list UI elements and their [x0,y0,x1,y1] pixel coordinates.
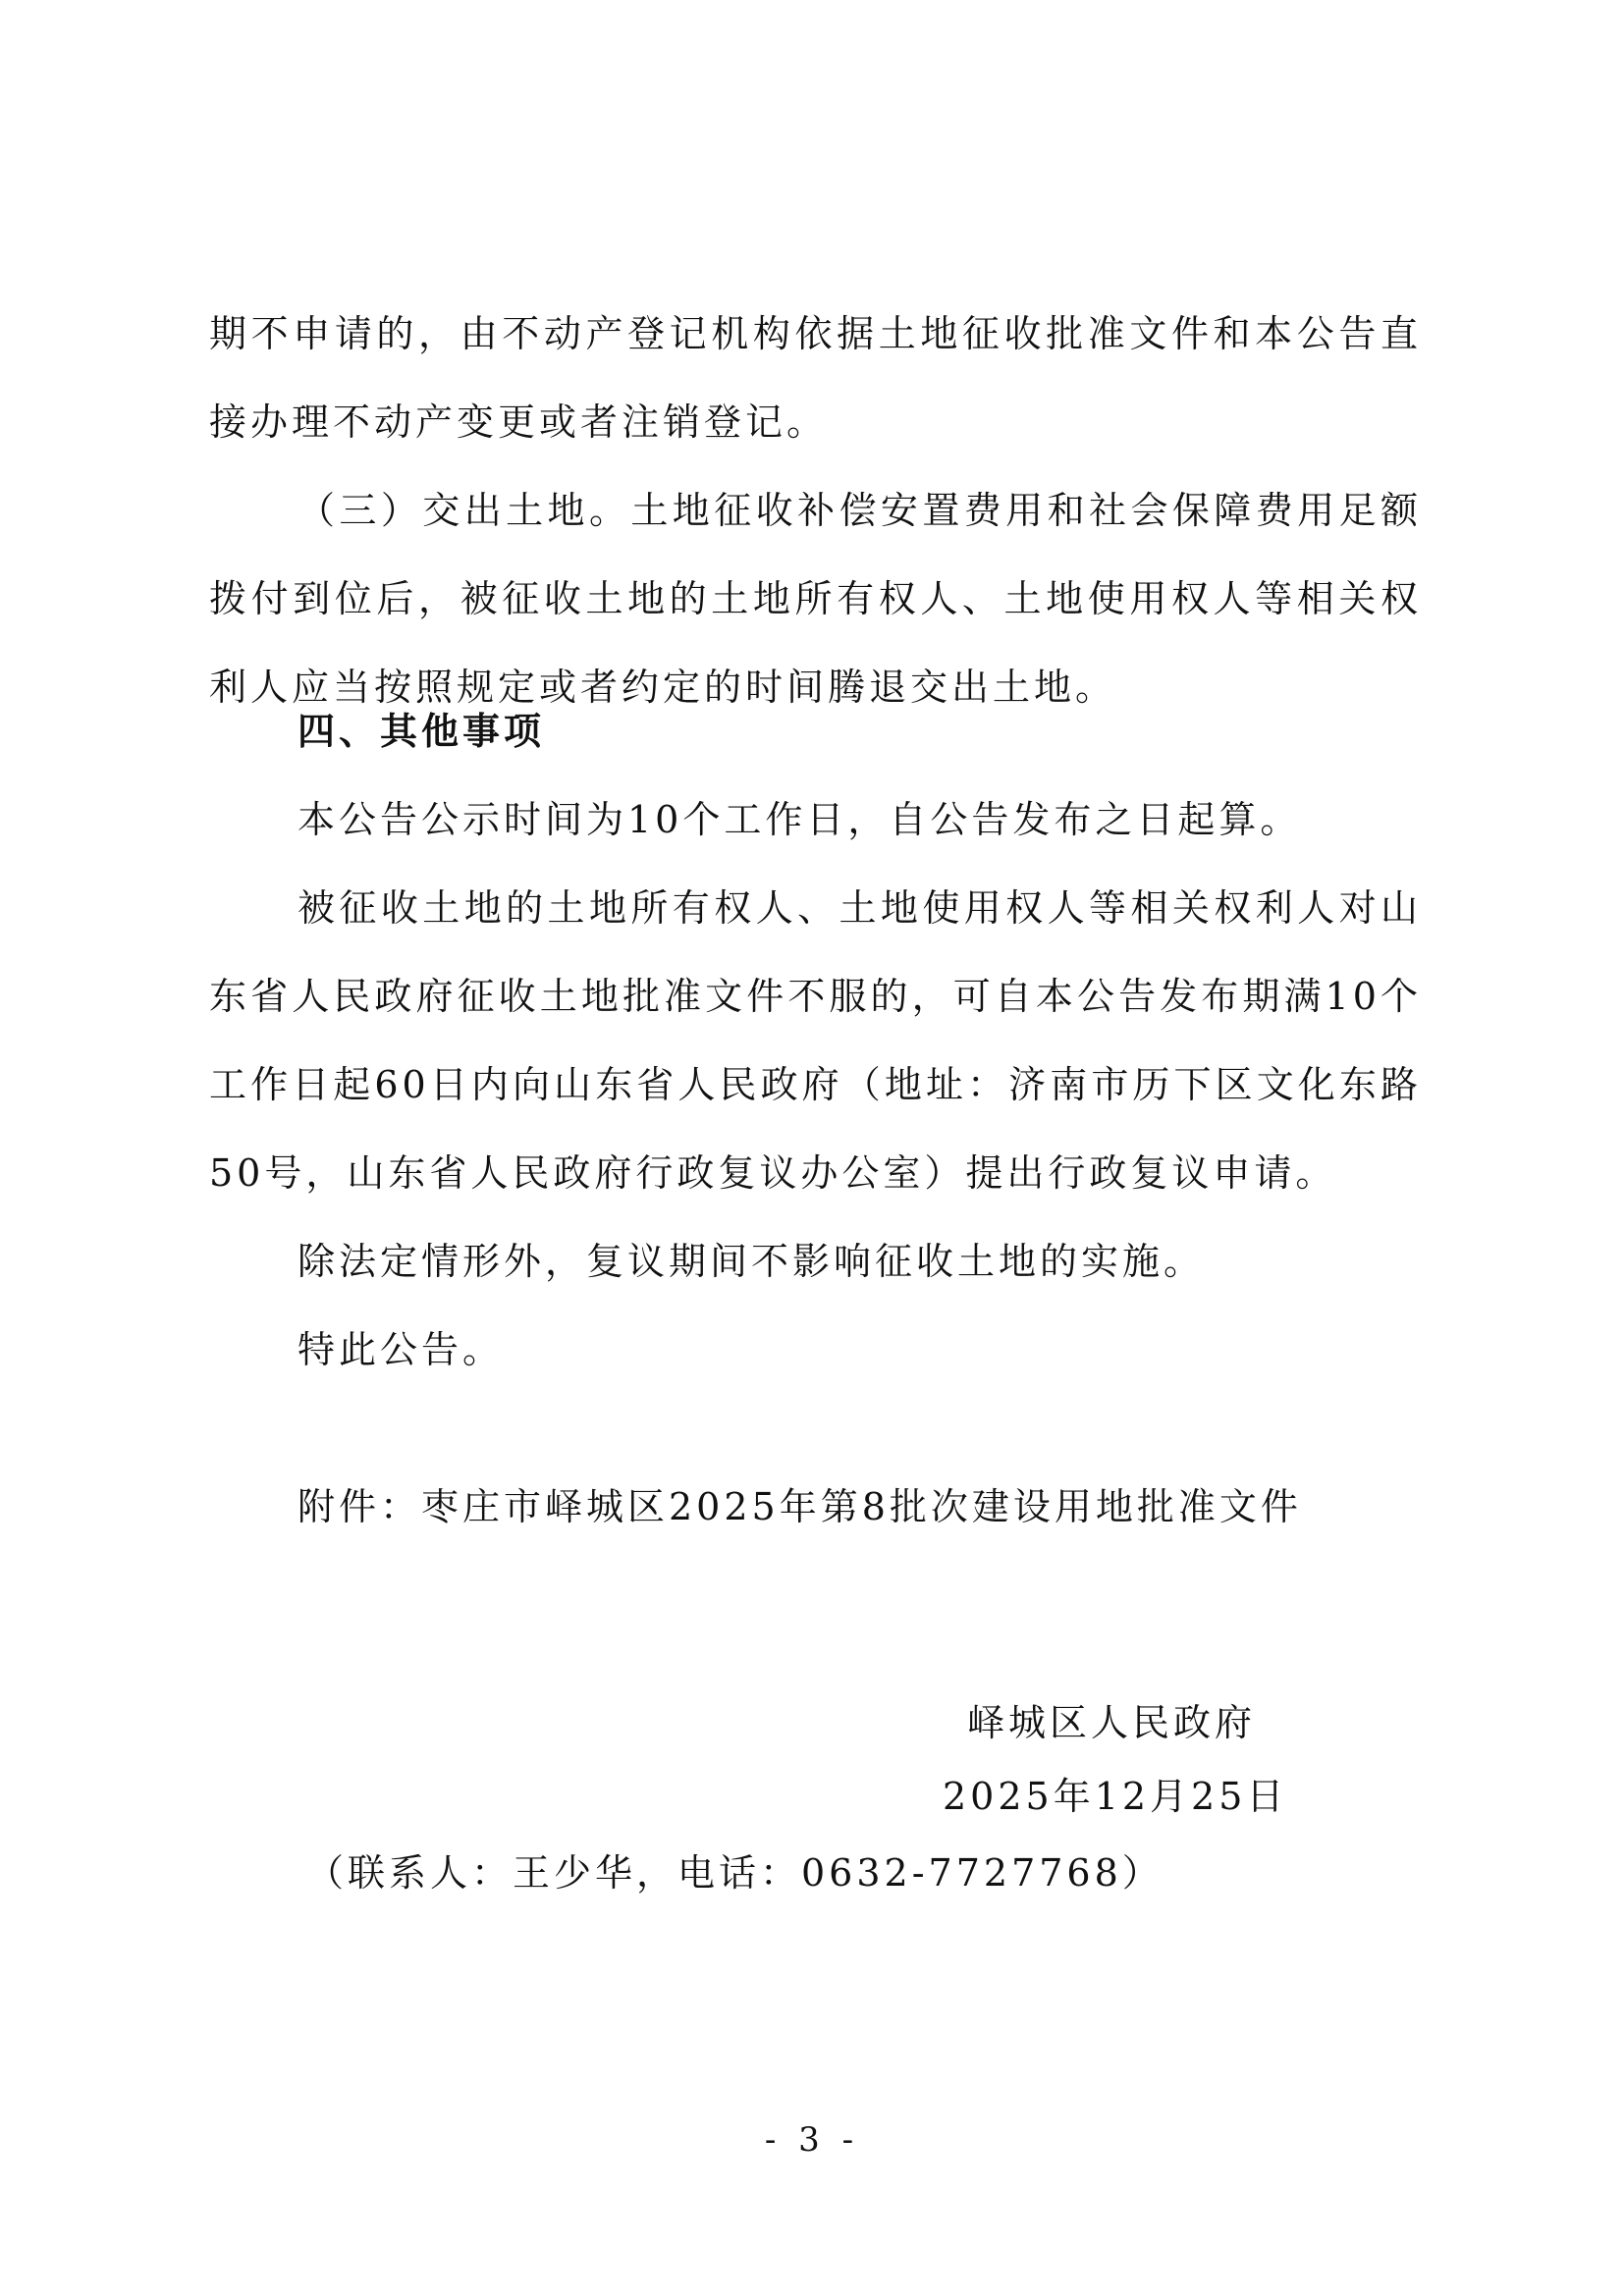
paragraph-closing: 特此公告。 [298,1328,505,1371]
issue-date: 2025年12月25日 [943,1775,1288,1818]
contact-info: （联系人：王少华，电话：0632-7727768） [306,1851,1164,1895]
paragraph-review-period: 除法定情形外，复议期间不影响征收土地的实施。 [298,1240,1206,1283]
paragraph-administrative-review: 被征收土地的土地所有权人、土地使用权人等相关权利人对山东省人民政府征收土地批准文件不服的，可自本公告发布期满10个工作日起60日内向山东省人民政府（地址：济南市历下区文化东路50号，山东省人民政府行政复议办公室）提出行政复议申请。 [209,886,1422,1195]
paragraph-publication-period: 本公告公示时间为10个工作日，自公告发布之日起算。 [298,798,1302,841]
paragraph-registration: 期不申请的，由不动产登记机构依据土地征收批准文件和本公告直接办理不动产变更或者注销登记。 [209,312,1422,444]
section-heading-other-matters: 四、其他事项 [298,710,546,753]
page-number: - 3 - [764,2120,860,2160]
issuer-name: 峄城区人民政府 [967,1701,1257,1744]
paragraph-surrender-land: （三）交出土地。土地征收补偿安置费用和社会保障费用足额拨付到位后，被征收土地的土地所有权人、土地使用权人等相关权利人应当按照规定或者约定的时间腾退交出土地。 [209,489,1422,709]
attachment-line: 附件：枣庄市峄城区2025年第8批次建设用地批准文件 [298,1485,1302,1528]
